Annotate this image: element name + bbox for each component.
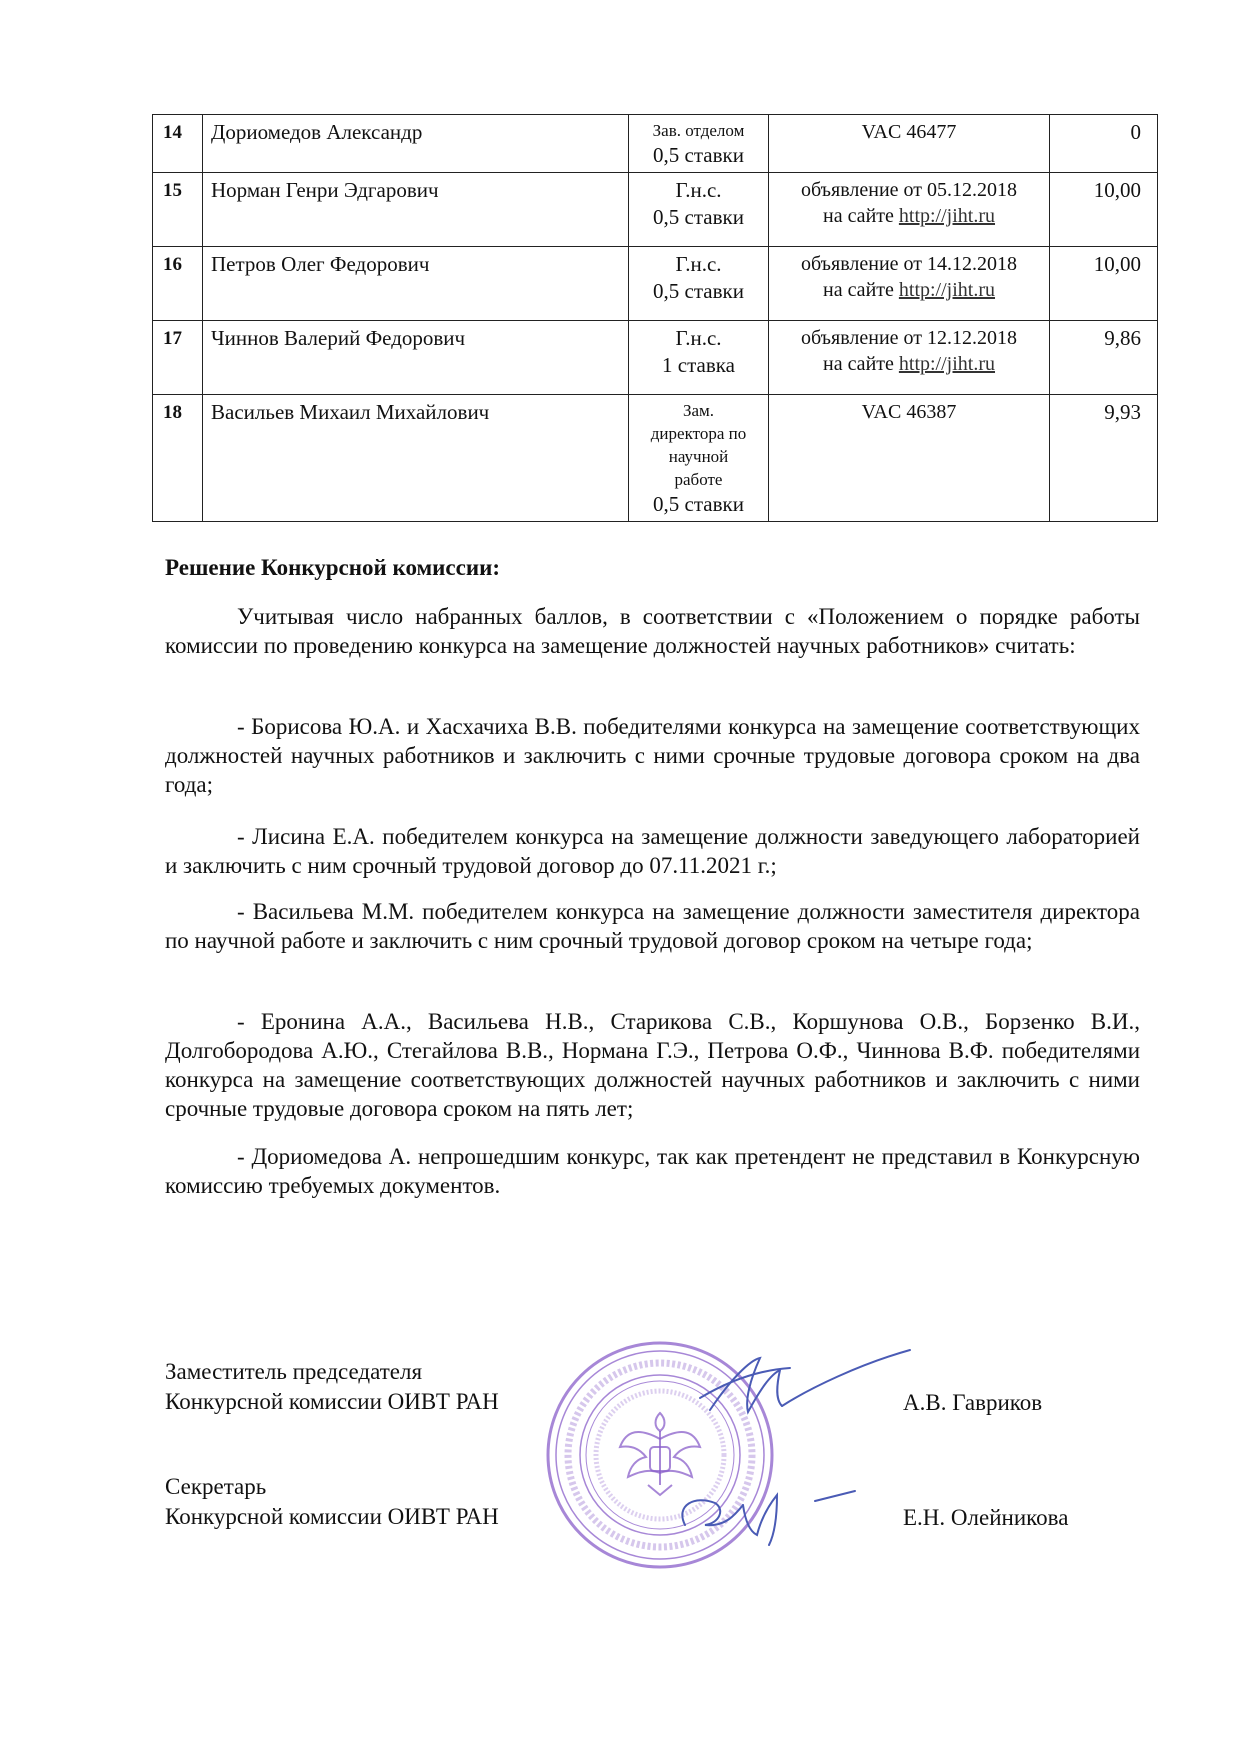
position-line: Зав. отделом	[652, 121, 745, 140]
candidate-name: Васильев Михаил Михайлович	[203, 395, 629, 522]
site-link[interactable]: http://jiht.ru	[898, 353, 996, 375]
decision-item: - Борисова Ю.А. и Хасхачиха В.В. победителями конкурса на замещение соответствующих должностей научных работников и заключить с ними срочные трудовые договора сроком на два года;	[165, 714, 1140, 797]
position-cell	[629, 321, 769, 395]
secretary-commission: Конкурсной комиссии ОИВТ РАН	[165, 1504, 499, 1529]
table-row	[153, 173, 1158, 247]
position-line: научной	[668, 447, 729, 466]
candidate-name: Петров Олег Федорович	[203, 247, 629, 321]
position-rate: 0,5 ставки	[653, 279, 744, 303]
site-link[interactable]: http://jiht.ru	[898, 205, 996, 227]
decision-item: - Васильева М.М. победителем конкурса на замещение должности заместителя директора по научной работе и заключить с ним срочный трудовой договор сроком на четыре года;	[165, 899, 1140, 953]
score-cell: 10,00	[1050, 173, 1158, 247]
position-cell	[629, 173, 769, 247]
announcement-code: VAC 46387	[861, 401, 957, 423]
table-row	[153, 115, 1158, 173]
score-cell: 0	[1050, 115, 1158, 173]
row-number: 15	[153, 173, 203, 247]
table-row	[153, 395, 1158, 522]
position-line: работе	[674, 470, 723, 489]
score-cell: 9,93	[1050, 395, 1158, 522]
position-line: Г.н.с.	[675, 252, 722, 276]
deputy-name: А.В. Гавриков	[903, 1390, 1043, 1415]
position-rate: 0,5 ставки	[653, 492, 744, 516]
announcement-cell	[769, 115, 1050, 173]
deputy-signature-block	[165, 1357, 499, 1417]
announcement-cell	[769, 321, 1050, 395]
table-row	[153, 321, 1158, 395]
announcement-site-label: на сайте	[822, 353, 899, 375]
position-cell	[629, 247, 769, 321]
secretary-name: Е.Н. Олейникова	[903, 1505, 1069, 1530]
announcement-code: VAC 46477	[861, 121, 957, 143]
position-rate: 0,5 ставки	[653, 143, 744, 167]
row-number: 17	[153, 321, 203, 395]
deputy-signature-icon	[690, 1340, 920, 1430]
announcement-date: объявление от 12.12.2018	[800, 327, 1017, 349]
secretary-signature-icon	[665, 1475, 865, 1555]
deputy-commission: Конкурсной комиссии ОИВТ РАН	[165, 1389, 499, 1414]
score-cell: 9,86	[1050, 321, 1158, 395]
position-line: директора по	[650, 424, 747, 443]
table-row	[153, 247, 1158, 321]
announcement-date: объявление от 14.12.2018	[800, 253, 1017, 275]
announcement-date: объявление от 05.12.2018	[800, 179, 1017, 201]
row-number: 14	[153, 115, 203, 173]
position-rate: 0,5 ставки	[653, 205, 744, 229]
announcement-cell	[769, 395, 1050, 522]
decision-intro: Учитывая число набранных баллов, в соответствии с «Положением о порядке работы комиссии по проведению конкурса на замещение должностей научных работников» считать:	[165, 604, 1140, 658]
score-cell: 10,00	[1050, 247, 1158, 321]
position-line: Зам.	[682, 401, 715, 420]
candidate-name: Чиннов Валерий Федорович	[203, 321, 629, 395]
row-number: 18	[153, 395, 203, 522]
position-cell	[629, 395, 769, 522]
candidates-table	[152, 114, 1158, 522]
decision-item: - Лисина Е.А. победителем конкурса на замещение должности заведующего лабораторией и заключить с ним срочный трудовой договор до 07.11.2021 г.;	[165, 824, 1140, 878]
position-line: Г.н.с.	[675, 178, 722, 202]
secretary-title: Секретарь	[165, 1474, 267, 1499]
announcement-site-label: на сайте	[822, 279, 899, 301]
announcement-cell	[769, 247, 1050, 321]
candidate-name: Дориомедов Александр	[203, 115, 629, 173]
position-rate: 1 ставка	[662, 353, 735, 377]
announcement-site-label: на сайте	[822, 205, 899, 227]
secretary-signature-block	[165, 1472, 499, 1532]
position-cell	[629, 115, 769, 173]
decision-item: - Еронина А.А., Васильева Н.В., Старикова С.В., Коршунова О.В., Борзенко В.И., Долгобородова А.Ю., Стегайлова В.В., Нормана Г.Э., Петрова О.Ф., Чиннова В.Ф. победителями конкурса на замещение соответствующих должностей научных работников и заключить с ними срочные трудовые договора сроком на пять лет;	[165, 1009, 1140, 1121]
announcement-cell	[769, 173, 1050, 247]
decision-title: Решение Конкурсной комиссии:	[165, 555, 501, 580]
decision-item: - Дориомедова А. непрошедшим конкурс, так как претендент не представил в Конкурсную комиссию требуемых документов.	[165, 1144, 1140, 1198]
row-number: 16	[153, 247, 203, 321]
site-link[interactable]: http://jiht.ru	[898, 279, 996, 301]
position-line: Г.н.с.	[675, 326, 722, 350]
deputy-title: Заместитель председателя	[165, 1359, 423, 1384]
candidate-name: Норман Генри Эдгарович	[203, 173, 629, 247]
